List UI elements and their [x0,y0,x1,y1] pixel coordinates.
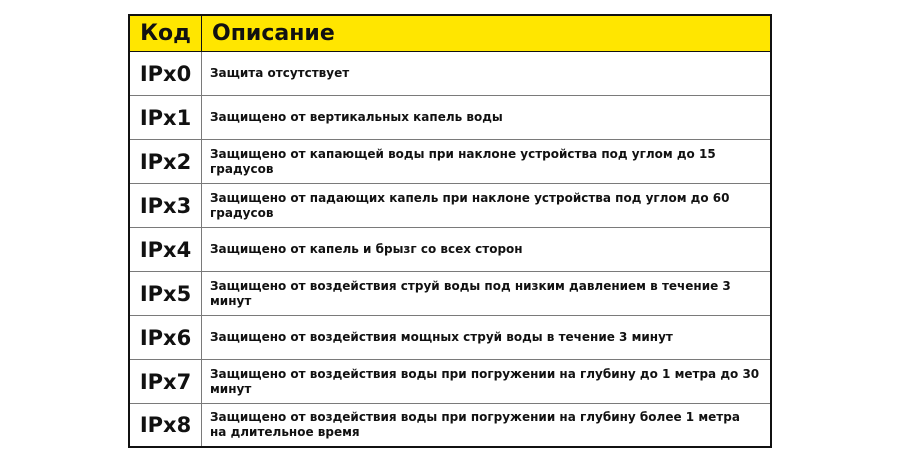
row-description: Защищено от капающей воды при наклоне устройства под углом до 15 градусов [210,146,716,176]
row-code: IPx6 [130,316,202,359]
table-row [130,228,770,272]
table-row [130,184,770,228]
row-code: IPx1 [130,96,202,139]
row-code: IPx4 [130,228,202,271]
row-description: Защищено от вертикальных капель воды [210,110,503,124]
row-code: IPx8 [130,404,202,446]
row-code: IPx2 [130,140,202,183]
table-header-row [130,16,770,52]
header-description: Описание [212,21,335,46]
table-row [130,272,770,316]
row-description: Защищено от воздействия мощных струй воды в течение 3 минут [210,330,673,344]
row-description: Защищено от воздействия струй воды под низким давлением в течение 3 минут [210,278,731,308]
row-description: Защищено от капель и брызг со всех сторон [210,242,523,256]
table-row [130,140,770,184]
row-description: Защищено от воздействия воды при погружении на глубину более 1 метра на длительное время [210,410,740,439]
row-description: Защищено от падающих капель при наклоне устройства под углом до 60 градусов [210,190,730,220]
table-row [130,316,770,360]
row-code: IPx7 [130,360,202,403]
row-code: IPx5 [130,272,202,315]
header-code: Код [130,16,202,51]
ip-water-protection-table [128,14,772,448]
table-row [130,404,770,446]
table-row [130,52,770,96]
table-row [130,96,770,140]
row-code: IPx0 [130,52,202,95]
row-code: IPx3 [130,184,202,227]
table-row [130,360,770,404]
row-description: Защита отсутствует [210,66,350,80]
row-description: Защищено от воздействия воды при погружении на глубину до 1 метра до 30 минут [210,366,760,396]
